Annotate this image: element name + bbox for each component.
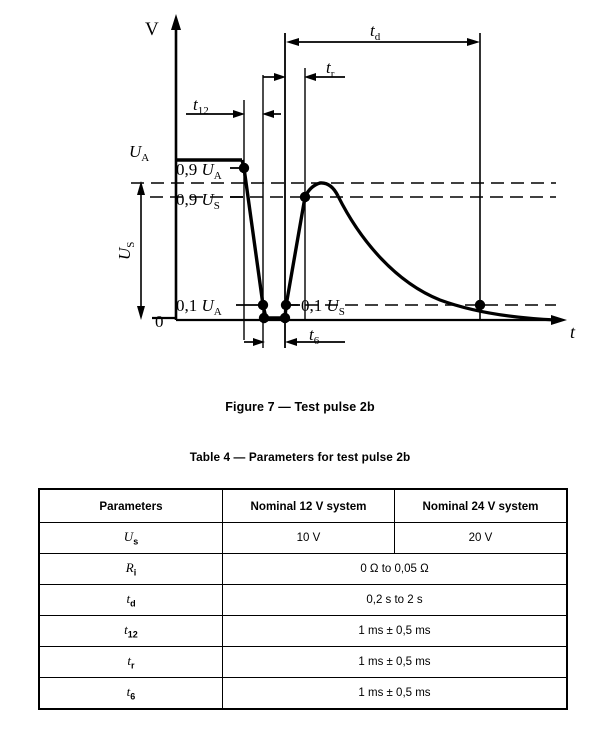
point-09-us	[300, 192, 310, 202]
param-symbol	[124, 622, 138, 640]
point-01-us-decay	[475, 300, 485, 310]
param-symbol	[123, 529, 139, 547]
table-row	[39, 616, 567, 647]
parameters-table	[38, 488, 568, 710]
label-01-ua	[176, 296, 222, 318]
label-t12	[193, 95, 209, 117]
label-ua-sub: A	[141, 152, 150, 164]
label-01-ua-sub: A	[213, 306, 222, 318]
label-09-ua-sub: A	[213, 170, 222, 182]
param-symbol-sub: d	[130, 598, 136, 609]
label-t12-sub: 12	[197, 105, 209, 117]
axes	[171, 14, 567, 325]
label-01-us-sub: S	[338, 306, 345, 318]
row-value-both: 1 ms ± 0,5 ms	[223, 678, 568, 710]
row-value-both: 0 Ω to 0,05 Ω	[223, 554, 568, 585]
label-us	[115, 242, 137, 260]
param-symbol-main: t	[124, 622, 128, 638]
row-param-cell	[39, 616, 223, 647]
tr-arrow-head-left	[304, 73, 316, 81]
param-symbol-sub: s	[133, 536, 139, 547]
label-us-main: U	[115, 247, 134, 260]
label-09-us-prefix: 0,9	[176, 190, 202, 209]
label-ua-main: U	[129, 142, 142, 161]
table-body	[39, 523, 567, 710]
figure-labels	[115, 19, 576, 347]
table-head	[39, 489, 567, 523]
label-t6-sub: 6	[313, 335, 320, 347]
param-symbol	[127, 653, 135, 671]
label-01-ua-prefix: 0,1	[176, 296, 202, 315]
td-dimension	[286, 38, 480, 46]
label-td	[370, 21, 381, 43]
table-row	[39, 678, 567, 710]
label-tr-main: t	[326, 58, 331, 77]
table-header-row	[39, 489, 567, 523]
us-dimension-arrow	[137, 181, 145, 320]
label-t6	[309, 325, 320, 347]
param-symbol-sub: 6	[130, 691, 136, 702]
us-arrow-head-bottom	[137, 306, 145, 320]
y-axis-label: V	[145, 19, 159, 40]
table-caption: Table 4 — Parameters for test pulse 2b	[189, 450, 411, 464]
row-value-12v: 10 V	[223, 523, 395, 554]
label-t6-main: t	[309, 325, 314, 344]
label-09-us-sub: S	[213, 200, 220, 212]
label-td-sub: d	[374, 31, 381, 43]
label-ua	[129, 142, 149, 164]
param-symbol-main: U	[123, 529, 134, 545]
label-01-us-prefix: 0,1	[301, 296, 327, 315]
td-arrow-head-right	[467, 38, 480, 46]
label-t12-main: t	[193, 95, 198, 114]
row-value-both: 1 ms ± 0,5 ms	[223, 616, 568, 647]
param-symbol	[126, 591, 136, 609]
param-symbol-main: t	[126, 591, 131, 607]
param-symbol-sub: 12	[127, 629, 138, 640]
label-tr	[326, 58, 335, 80]
table-row	[39, 585, 567, 616]
label-09-us-main: U	[201, 190, 214, 209]
t12-arrow-head-right	[233, 110, 245, 118]
table-row	[39, 523, 567, 554]
waveform	[176, 160, 556, 320]
label-09-ua	[176, 160, 222, 182]
label-td-main: t	[370, 21, 375, 40]
param-symbol	[125, 560, 137, 578]
label-09-us	[176, 190, 220, 212]
row-param-cell	[39, 585, 223, 616]
label-09-ua-main: U	[201, 160, 214, 179]
label-01-ua-main: U	[201, 296, 214, 315]
param-symbol-sub: r	[131, 660, 135, 671]
param-symbol-main: t	[126, 684, 131, 700]
column-header-parameters: Parameters	[39, 489, 223, 523]
row-param-cell	[39, 678, 223, 710]
row-param-cell	[39, 647, 223, 678]
table-row	[39, 554, 567, 585]
label-09-ua-prefix: 0,9	[176, 160, 202, 179]
td-arrow-head-left	[286, 38, 299, 46]
row-param-cell	[39, 554, 223, 585]
t6-arrow-head-left	[285, 338, 297, 346]
t12-arrow-head-left	[262, 110, 274, 118]
measurement-points	[239, 163, 485, 323]
param-symbol-main: t	[127, 653, 132, 669]
t6-dimension	[244, 338, 345, 346]
param-symbol	[126, 684, 136, 702]
point-rise-zero	[280, 313, 290, 323]
y-axis-arrowhead	[171, 14, 181, 30]
row-value-both: 1 ms ± 0,5 ms	[223, 647, 568, 678]
label-zero: 0	[155, 312, 164, 331]
table-row	[39, 647, 567, 678]
parameters-table-wrapper	[38, 488, 562, 710]
param-symbol-main: R	[125, 560, 134, 576]
label-01-us-main: U	[326, 296, 339, 315]
x-axis-label: t	[570, 322, 576, 342]
label-us-sub: S	[125, 241, 137, 248]
label-01-us	[301, 296, 345, 318]
row-param-cell	[39, 523, 223, 554]
point-fall-zero	[259, 313, 269, 323]
column-header-24v: Nominal 24 V system	[395, 489, 568, 523]
label-tr-sub: r	[330, 68, 335, 80]
waveform-decay	[338, 196, 556, 320]
row-value-both: 0,2 s to 2 s	[223, 585, 568, 616]
figure-caption: Figure 7 — Test pulse 2b	[225, 400, 375, 414]
column-header-12v: Nominal 12 V system	[223, 489, 395, 523]
row-value-24v: 20 V	[395, 523, 568, 554]
param-symbol-sub: i	[133, 567, 137, 578]
